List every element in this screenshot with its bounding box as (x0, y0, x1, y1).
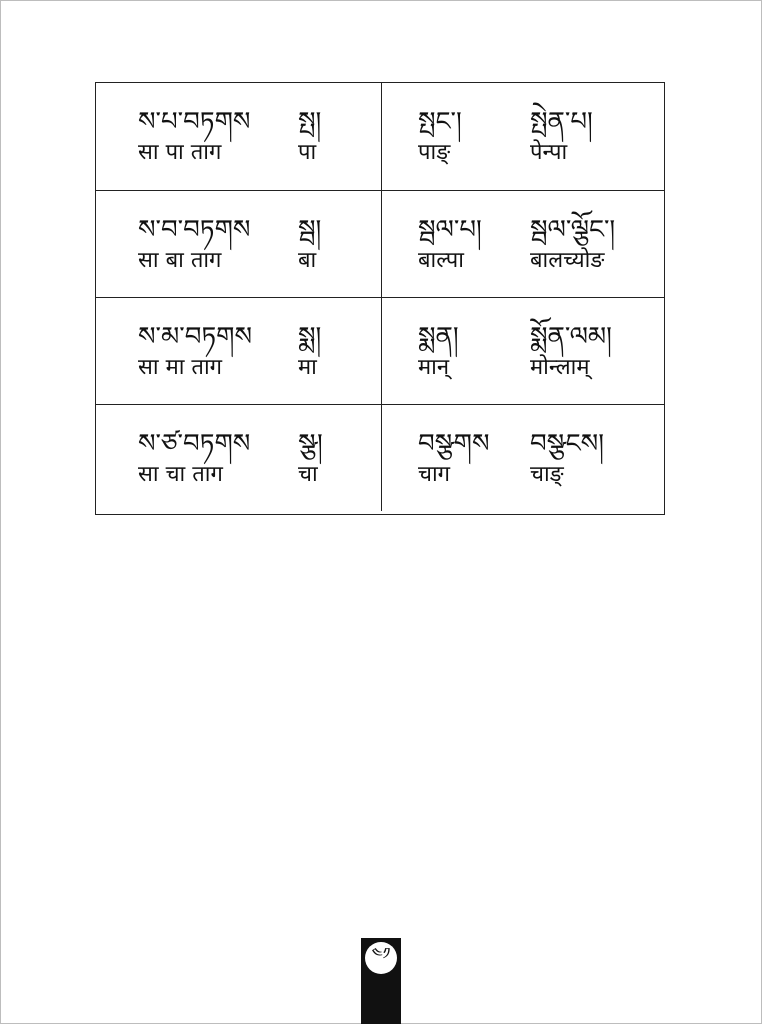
table-cell-left (96, 298, 381, 404)
word-pair (530, 429, 604, 489)
devanagari-text: चाङ् (530, 462, 564, 487)
tibetan-text: ས་མ་བཏགས (138, 322, 253, 352)
tibetan-text: ས་པ་བཏགས (138, 107, 251, 137)
table-cell-right (381, 191, 666, 297)
devanagari-text: पेन्पा (530, 140, 568, 165)
devanagari-text: चा (298, 462, 318, 487)
tibetan-text: སྦལ་ལྕོང་། (530, 215, 616, 245)
word-pair (530, 215, 615, 275)
word-pair (418, 322, 459, 382)
tibetan-text: སྤ། (298, 107, 322, 137)
tibetan-text: སྩ། (298, 429, 323, 459)
tibetan-text: བསྩགས (418, 429, 490, 459)
tibetan-text: སྨོན་ལམ། (530, 322, 612, 352)
page-number-tab (361, 938, 401, 1024)
table-cell-right (381, 298, 666, 404)
devanagari-text: सा मा ताग (138, 355, 223, 380)
word-pair (298, 322, 321, 382)
devanagari-text: मान् (418, 355, 450, 380)
devanagari-text: पाङ् (418, 140, 451, 165)
word-pair (138, 429, 250, 489)
word-pair (138, 215, 250, 275)
word-pair (530, 322, 612, 382)
syllable-table (95, 82, 665, 515)
word-pair (418, 429, 490, 489)
tibetan-text: སྤང་། (418, 107, 462, 137)
tibetan-text: སྨ། (298, 322, 322, 352)
table-row (96, 190, 664, 297)
tibetan-text: ས་ཙ་བཏགས (138, 429, 251, 459)
tibetan-text: སྨན། (418, 322, 459, 352)
table-cell-right (381, 83, 666, 190)
table-row (96, 83, 664, 190)
table-cell-right (381, 405, 666, 511)
devanagari-text: बालच्योङ (530, 248, 605, 273)
table-cell-left (96, 83, 381, 190)
table-cell-left (96, 191, 381, 297)
devanagari-text: मा (298, 355, 317, 380)
word-pair (298, 215, 321, 275)
word-pair (418, 107, 462, 167)
table-row (96, 404, 664, 511)
devanagari-text: सा बा ताग (138, 248, 222, 273)
devanagari-text: सा पा ताग (138, 140, 222, 165)
devanagari-text: सा चा ताग (138, 462, 223, 487)
tibetan-text: ས་བ་བཏགས (138, 215, 251, 245)
page-number: ༤༡ (365, 942, 397, 974)
table-row (96, 297, 664, 404)
tibetan-text: སྤེན་པ། (530, 107, 593, 137)
tibetan-text: སྦལ་པ། (418, 215, 482, 245)
devanagari-text: बा (298, 248, 317, 273)
devanagari-text: मोन्लाम् (530, 355, 590, 380)
tibetan-text: བསྩངས། (530, 429, 604, 459)
devanagari-text: पा (298, 140, 317, 165)
word-pair (138, 107, 250, 167)
devanagari-text: चाग (418, 462, 451, 487)
word-pair (530, 107, 593, 167)
word-pair (298, 107, 321, 167)
word-pair (418, 215, 482, 275)
table-cell-left (96, 405, 381, 511)
word-pair (298, 429, 323, 489)
tibetan-text: སྦ། (298, 215, 322, 245)
devanagari-text: बाल्पा (418, 248, 464, 273)
word-pair (138, 322, 252, 382)
